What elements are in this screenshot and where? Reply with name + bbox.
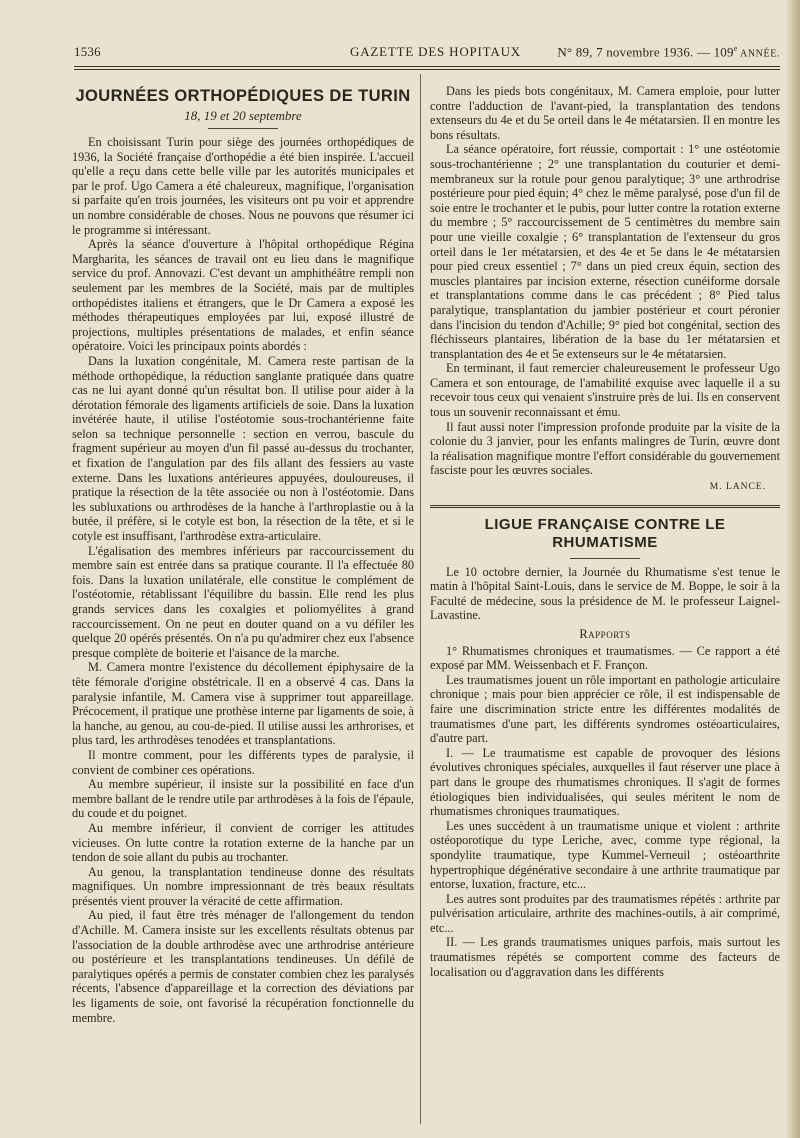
article-title-2: LIGUE FRANÇAISE CONTRE LE RHUMATISME	[484, 515, 726, 551]
paragraph: Au membre inférieur, il convient de corriger les attitudes vicieuses. On lutte contre la rotation externe de la hanche par un tendon de soie allant du pubis au trochanter.	[72, 820, 414, 865]
header-rule-2	[74, 69, 780, 70]
issue-info	[557, 44, 780, 60]
paragraph: M. Camera montre l'existence du décollement épiphysaire de la tête fémorale d'origine obstétricale. Il en a observé 4 cas. Dans la paralysie infantile, M. Camera vise à supprimer tout appareillage. Précocement, il pratique une prothèse interne par ligaments de soie, à la hanche, au genou, au cou-de-pied. Il utilise aussi les arthrorises, et plus tard, les arthrodèses tenodées et transplantations.	[72, 660, 414, 748]
paragraph: II. — Les grands traumatismes uniques parfois, mais surtout les traumatismes répétés se comportent comme des facteurs de localisation ou d'aggravation dans les différents	[430, 935, 780, 979]
section-separator	[430, 505, 780, 508]
paragraph: En terminant, il faut remercier chaleureusement le professeur Ugo Camera et son entourage, de l'amabilité exquise avec laquelle il a su recevoir tous ceux qui venaient s'instruire près de lui. Ils en conservent tous un souvenir reconnaissant et ému.	[430, 361, 780, 420]
paragraph: Après la séance d'ouverture à l'hôpital orthopédique Régina Margharita, les séances de travail ont eu lieu dans le magnifique service du prof. Annovazi. C'est devant un amphithéâtre rempli non seulement par les membres de la Société, mais par de multiples orthopédistes italiens et étrangers, que le Dr Camera a exposé les méthodes thérapeutiques employées par lui, exposé illustré de projections, multiples présentations de malades, et enfin séance opératoire. Voici les principaux points abordés :	[72, 237, 414, 354]
right-column	[430, 84, 780, 979]
running-header	[74, 40, 780, 60]
paragraph: Au membre supérieur, il insiste sur la possibilité en face d'un membre ballant de le rendre utile par arthrodèses à la fois de l'épaule, du coude et du poignet.	[72, 777, 414, 821]
issue-date: N° 89, 7 novembre 1936. — 109	[557, 44, 734, 60]
issue-sup: e	[733, 44, 738, 53]
title-rule-2	[570, 558, 640, 559]
column-divider	[420, 74, 421, 1124]
page-number: 1536	[74, 44, 101, 59]
paragraph: Les traumatismes jouent un rôle important en pathologie articulaire chronique ; mais pour bien apprécier ce rôle, il est indispensable de faire une discrimination stricte entre les différentes modalités de traumatismes d'une part, les différents syndromes ostéoarticulaires, d'autre part.	[430, 672, 780, 746]
paragraph: En choisissant Turin pour siège des journées orthopédiques de 1936, la Société française d'orthopédie a été bien inspirée. L'accueil qu'elle a reçu dans cette belle ville par les autorités municipales et par le prof. Ugo Camera a été chaleureux, magnifique, l'organisation si parfaite qu'en trois journées, les visiteurs ont pu voir et apprendre un nombre considérable de choses. Nous ne pouvons que résumer ici le programme si intéressant.	[72, 135, 414, 237]
title-rule	[208, 128, 278, 129]
paragraph: Dans les pieds bots congénitaux, M. Camera emploie, pour lutter contre l'adduction de l'avant-pied, la transplantation des tendons extenseurs du 4e et du 5e orteil dans le 4e métatarsien. Il en montre les bons résultats.	[430, 84, 780, 142]
section-heading: Rapports	[579, 627, 631, 641]
paragraph: La séance opératoire, fort réussie, comportait : 1° une ostéotomie sous-trochantérienne ; 2° une transplantation du couturier et demi-membraneux sur la rotule pour genou paralytique; 3° une arthrodrise postérieure pour pied équin; 4° chez le même paralysé, pose d'un fil de soie entre le trochanter et le pubis, pour lutter contre la rotation externe du membre ; 5° raccourcissement de 5 centimètres du membre sain pour une vieille coxalgie ; 6° transplantation de l'extenseur du gros orteil dans le 1er métatarsien, et des 4e et 5e dans le 4e métatarsien pour pied creux essentiel ; 7° dans un pied creux équin, section des muscles plantaires par incision externe, résection cunéiforme dorsale et transplantations comme dans le cas précédent ; 8° Pied talus paralytique, transplantation du jambier postérieur et court péronier dans l'incision du tendon d'Achille; 9° pied bot congénital, section des fléchisseurs plantaires, libération de la base du 1er métatarsien et transplantation des 4e et 5e extenseurs sur le 4e métatarsien.	[430, 142, 780, 361]
journal-name: GAZETTE DES HOPITAUX	[350, 44, 521, 59]
paragraph: 1° Rhumatismes chroniques et traumatismes. — Ce rapport a été exposé par MM. Weissenbach et F. Françon.	[430, 643, 780, 673]
left-column	[72, 86, 414, 1025]
paragraph: Dans la luxation congénitale, M. Camera reste partisan de la méthode orthopédique, la réduction sanglante pratiquée dans quatre cas ne lui ayant donné qu'un résultat bon. Il utilise pour aider à la dérotation fémorale des ligaments artificiels de soie. Dans la luxation invétérée haute, il utilise l'ostéotomie sous-trochantérienne faite selon sa technique personnelle : section en verrou, bascule du fragment supérieur au moyen d'un fil passé au-dessus du trochanter, et fixation de l'angulation par des fils allant des fessiers au vaste externe. Dans les luxations antérieures appuyées, douloureuses, il pratique la résection de la tête associée ou non à l'ostéotomie. Dans les subluxations ou arthrodèses de la hanche à l'arthroplastie ou à la butée, il préfère, si le cotyle est bon, la résection de la tête, et si le cotyle est insuffisant, l'arthrodèse extra-articulaire.	[72, 353, 414, 544]
page-edge	[786, 0, 800, 1138]
paragraph: Les unes succèdent à un traumatisme unique et violent : arthrite ostéoporotique du type Leriche, avec, comme type régional, la spondylite traumatique, type Kummel-Verneuil ; ostéoarthrite hypertrophique dégénérative secondaire à une arthrite traumatique par entorse, luxation, fracture, etc...	[430, 818, 780, 892]
paragraph: Au genou, la transplantation tendineuse donne des résultats magnifiques. Un nombre impressionnant de très beaux résultats présentés vient prouver la véracité de cette affirmation.	[72, 864, 414, 908]
article-dates: 18, 19 et 20 septembre	[184, 108, 302, 123]
paragraph: Au pied, il faut être très ménager de l'allongement du tendon d'Achille. M. Camera insiste sur les excellents résultats obtenus par l'association de la double arthrodèse avec une arthrodrise antérieure ou postérieure et les transplantations tendineuses. Un défilé de paralytiques opérés a permis de constater combien chez les paralysés récents, l'absence d'appareillage et la correction des déviations par les ligaments de soie, ont favorisé la récupération fonctionnelle du membre.	[72, 908, 414, 1025]
article-title: JOURNÉES ORTHOPÉDIQUES DE TURIN	[75, 87, 411, 105]
paragraph: Il faut aussi noter l'impression profonde produite par la visite de la colonie du 3 janvier, pour les enfants malingres de Turin, œuvre dont la réalisation magnifique montre l'effort considérable du gouvernement fasciste pour les œuvres sociales.	[430, 419, 780, 478]
header-rule	[74, 66, 780, 67]
issue-year-label: ANNÉE.	[737, 48, 780, 60]
paragraph: I. — Le traumatisme est capable de provoquer des lésions évolutives chroniques spéciales, auxquelles il faut réserver une place à part dans le groupe des rhumatismes chroniques. Il s'agit de formes étiologiques bien individualisées, qui seules méritent le nom de rhumatismes chroniques traumatiques.	[430, 745, 780, 819]
paragraph: Il montre comment, pour les différents types de paralysie, il convient de combiner ces opérations.	[72, 747, 414, 777]
paragraph: Les autres sont produites par des traumatismes répétés : arthrite par pulvérisation articulaire, arthrite des machines-outils, à air comprimé, etc...	[430, 891, 780, 935]
paragraph: Le 10 octobre dernier, la Journée du Rhumatisme s'est tenue le matin à l'hôpital Saint-Louis, dans le service de M. Boppe, le soir à la Faculté de médecine, sous la présidence de M. le professeur Laignel-Lavastine.	[430, 564, 780, 623]
author-signature: M. LANCE.	[709, 482, 766, 493]
paragraph: L'égalisation des membres inférieurs par raccourcissement du membre sain est entrée dans sa pratique courante. Il l'a effectuée 80 fois. Dans la luxation unilatérale, elle constitue le complément de l'ostéotomie, rétablissant l'équilibre du bassin. Elle rend les plus grands services dans les coxalgies et poliomyélites à grand raccourcissement. On ne peut en douter quand on a vu défiler les quelque 20 opérés présentés. On n'a pu qu'admirer chez eux l'absence presque complète de boiterie et l'aisance de la marche.	[72, 543, 414, 660]
